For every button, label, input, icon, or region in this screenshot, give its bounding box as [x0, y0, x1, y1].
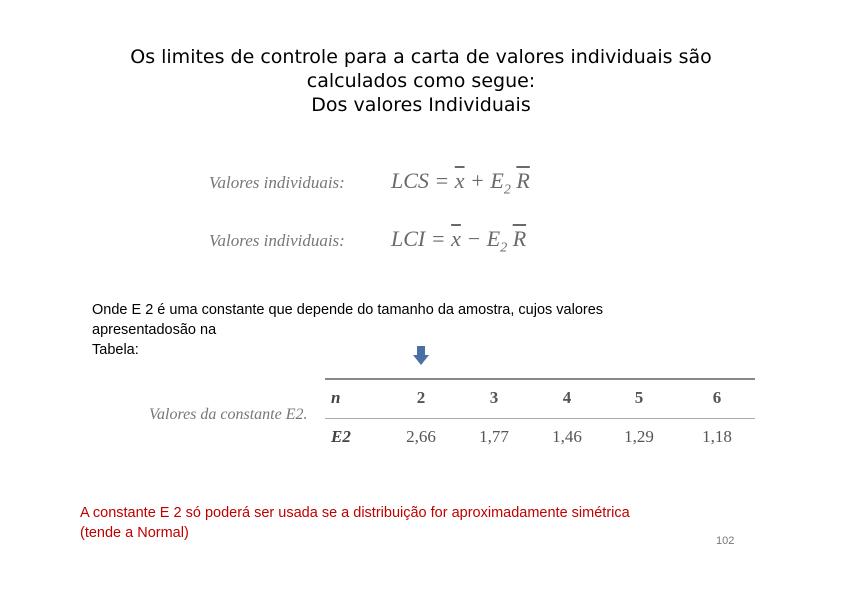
table-cell: 1,77	[479, 427, 509, 446]
note-line-3: Tabela:	[92, 342, 139, 358]
formula-operator: −	[466, 226, 482, 251]
table-header-row	[325, 380, 755, 418]
formula-lhs: LCI	[391, 226, 426, 251]
header-cell: 2	[416, 388, 426, 407]
warning-line-1: A constante E 2 só poderá ser usada se a distribuição for aproximadamente simétrica	[80, 505, 630, 521]
warning-line-2: (tende a Normal)	[80, 525, 189, 541]
page-number: 102	[716, 535, 735, 547]
header-cell: 4	[562, 388, 572, 407]
formula-lci	[209, 226, 526, 256]
slide-title	[80, 45, 762, 117]
table-cell: 1,29	[624, 427, 654, 446]
table-row	[325, 419, 755, 457]
note-line-2: apresentadosão na	[92, 322, 217, 338]
header-cell: 5	[634, 388, 644, 407]
header-label: n	[331, 388, 341, 407]
formula-expression: LCI = $\overline{x} - E_2$ $\overline{R}$	[391, 226, 527, 256]
table-caption: Valores da constante E2.	[149, 406, 308, 423]
row-label: E2	[331, 427, 351, 446]
formula-operator: +	[470, 168, 485, 193]
formula-lhs: LCS	[391, 168, 429, 193]
header-cell: 3	[489, 388, 499, 407]
title-line-3: Dos valores Individuais	[311, 94, 531, 116]
formula-label: Valores individuais:	[209, 231, 345, 250]
e2-table	[325, 378, 755, 457]
arrow-down-icon	[413, 346, 429, 366]
note-line-1: Onde E 2 é uma constante que depende do tamanho da amostra, cujos valores	[92, 302, 604, 318]
title-line-1: Os limites de controle para a carta de valores individuais são	[130, 46, 712, 68]
formula-lcs	[209, 168, 530, 198]
table-cell: 1,46	[552, 427, 582, 446]
note-text	[92, 300, 603, 360]
formula-label: Valores individuais:	[209, 173, 345, 192]
table-cell: 2,66	[406, 427, 436, 446]
header-cell: 6	[712, 388, 722, 407]
formula-expression: LCS = $\overline{x} + E_2$ $\overline{R}$	[391, 168, 530, 198]
table-cell: 1,18	[702, 427, 732, 446]
warning-text	[80, 503, 630, 543]
title-line-2: calculados como segue:	[306, 70, 536, 92]
